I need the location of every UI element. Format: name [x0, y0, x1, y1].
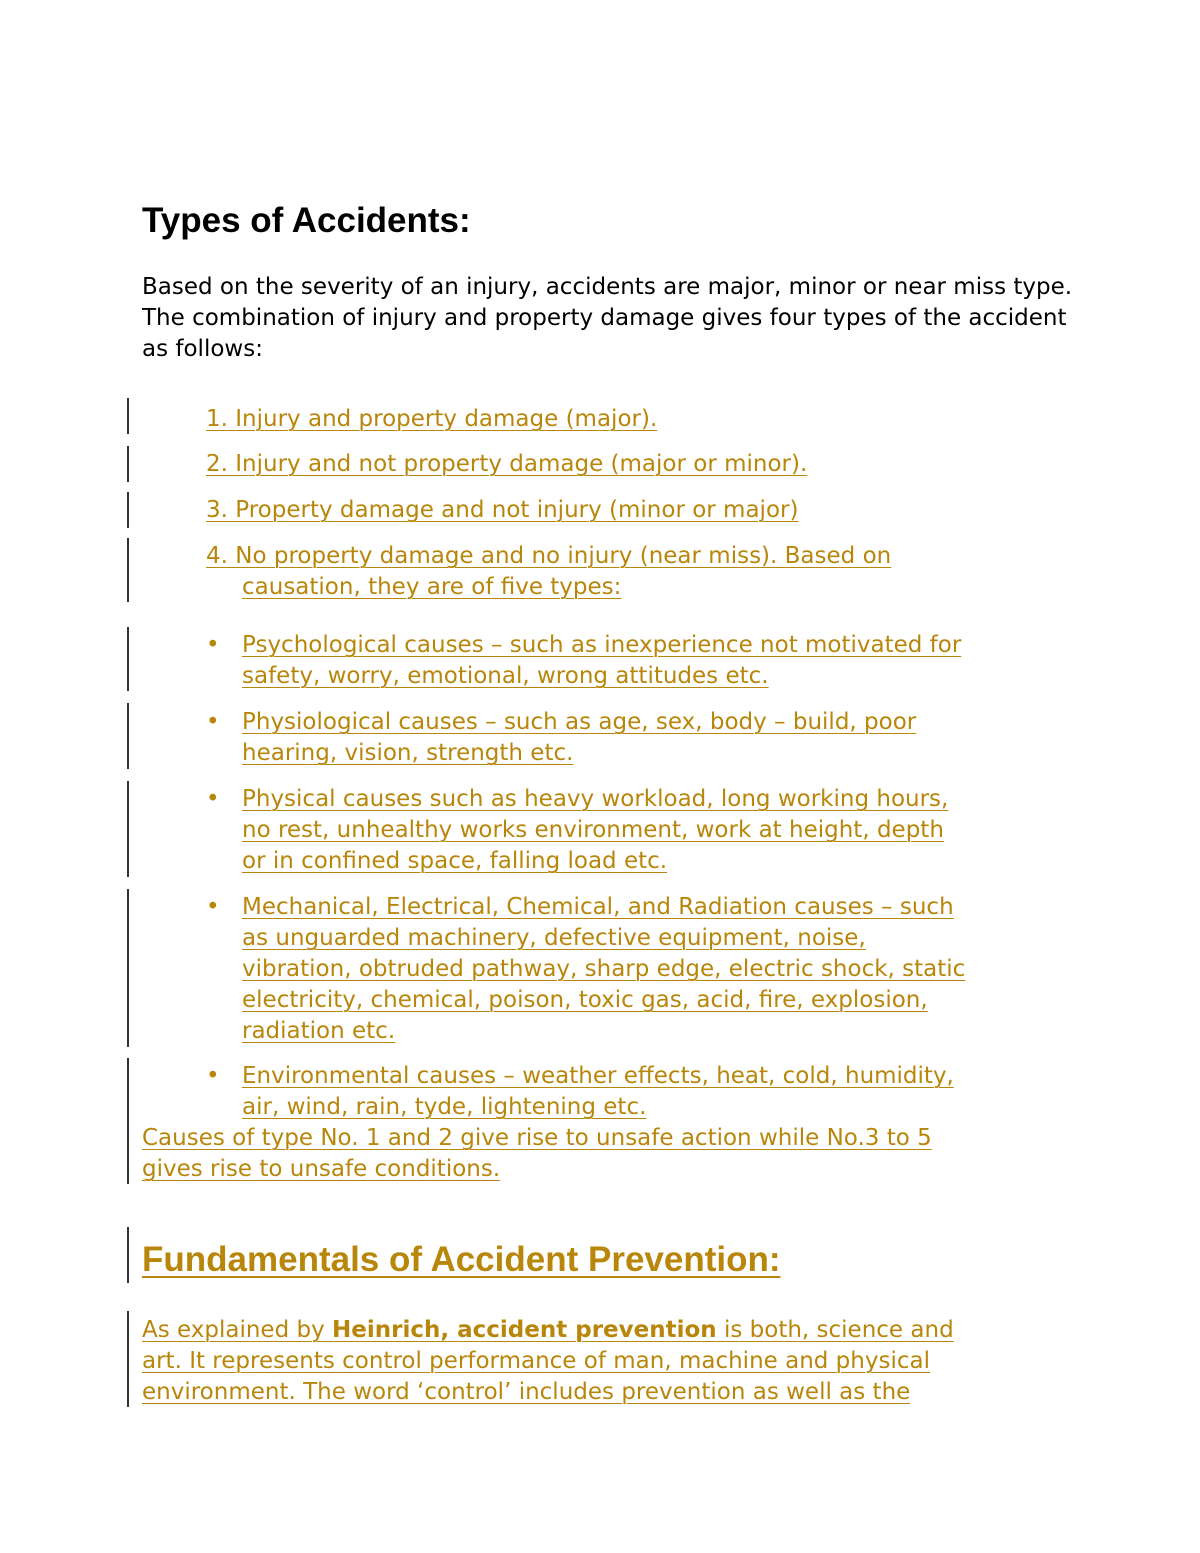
item-number: 1.: [206, 406, 228, 432]
item-text: Mechanical, Electrical, Chemical, and Radiation causes – such: [242, 894, 954, 920]
item-text-continued: causation, they are of five types:: [242, 574, 622, 600]
item-text: Property damage and not injury (minor or major): [235, 497, 799, 523]
bullet-item: [206, 1061, 1086, 1123]
bullet-icon: •: [206, 894, 220, 920]
bullet-icon: •: [206, 1063, 220, 1089]
item-number: 4.: [206, 543, 228, 569]
para-bold-text: Heinrich, accident prevention: [332, 1317, 717, 1343]
change-bar: [127, 1311, 129, 1407]
bullet-icon: •: [206, 632, 220, 658]
fundamentals-paragraph: [142, 1315, 1062, 1408]
bullet-item: [206, 784, 1086, 877]
list-item: [206, 449, 1086, 480]
item-text-continued: safety, worry, emotional, wrong attitudes etc.: [242, 663, 769, 689]
item-text-continued: as unguarded machinery, defective equipment, noise,: [242, 925, 866, 951]
item-text-continued: no rest, unhealthy works environment, work at height, depth: [242, 817, 944, 843]
list-item: [206, 495, 1086, 526]
change-bar: [127, 398, 129, 434]
item-text: No property damage and no injury (near miss). Based on: [235, 543, 892, 569]
para-text: is both, science and: [716, 1317, 954, 1343]
bullet-item: [206, 892, 1086, 1047]
bullet-item: [206, 630, 1086, 692]
item-text: Injury and property damage (major).: [235, 406, 658, 432]
heading-types-of-accidents: Types of Accidents:: [142, 201, 471, 240]
change-bar: [127, 703, 129, 769]
bullet-item: [206, 707, 1086, 769]
item-text: Psychological causes – such as inexperience not motivated for: [242, 632, 962, 658]
bullet-icon: •: [206, 786, 220, 812]
change-bar: [127, 538, 129, 602]
para-text: As explained by: [142, 1317, 333, 1343]
item-text-continued: electricity, chemical, poison, toxic gas, acid, fire, explosion,: [242, 987, 928, 1013]
item-number: 3.: [206, 497, 228, 523]
change-bar: [127, 781, 129, 877]
list-item: [206, 404, 1086, 435]
change-bar: [127, 492, 129, 528]
item-text-continued: radiation etc.: [242, 1018, 396, 1044]
closing-paragraph: [142, 1123, 1062, 1185]
list-item: [206, 541, 1086, 603]
bullet-icon: •: [206, 709, 220, 735]
item-text-continued: hearing, vision, strength etc.: [242, 740, 574, 766]
item-text: Environmental causes – weather effects, heat, cold, humidity,: [242, 1063, 954, 1089]
item-text-continued: vibration, obtruded pathway, sharp edge, electric shock, static: [242, 956, 966, 982]
change-bar: [127, 889, 129, 1047]
intro-paragraph: Based on the severity of an injury, accidents are major, minor or near miss type. The combination of injury and property damage gives four types of the accident as follows:: [142, 274, 1073, 362]
closing-line: gives rise to unsafe conditions.: [142, 1156, 501, 1182]
item-text-continued: air, wind, rain, tyde, lightening etc.: [242, 1094, 647, 1120]
item-text: Injury and not property damage (major or minor).: [235, 451, 808, 477]
change-bar: [127, 627, 129, 691]
heading-fundamentals: Fundamentals of Accident Prevention:: [142, 1240, 781, 1279]
para-line: environment. The word ‘control’ includes prevention as well as the: [142, 1379, 911, 1405]
change-bar: [127, 1227, 129, 1283]
closing-line: Causes of type No. 1 and 2 give rise to unsafe action while No.3 to 5: [142, 1125, 932, 1151]
item-text: Physiological causes – such as age, sex, body – build, poor: [242, 709, 917, 735]
para-line: art. It represents control performance of man, machine and physical: [142, 1348, 930, 1374]
item-number: 2.: [206, 451, 228, 477]
change-bar: [127, 446, 129, 482]
item-text-continued: or in confined space, falling load etc.: [242, 848, 668, 874]
change-bar: [127, 1058, 129, 1184]
item-text: Physical causes such as heavy workload, long working hours,: [242, 786, 949, 812]
